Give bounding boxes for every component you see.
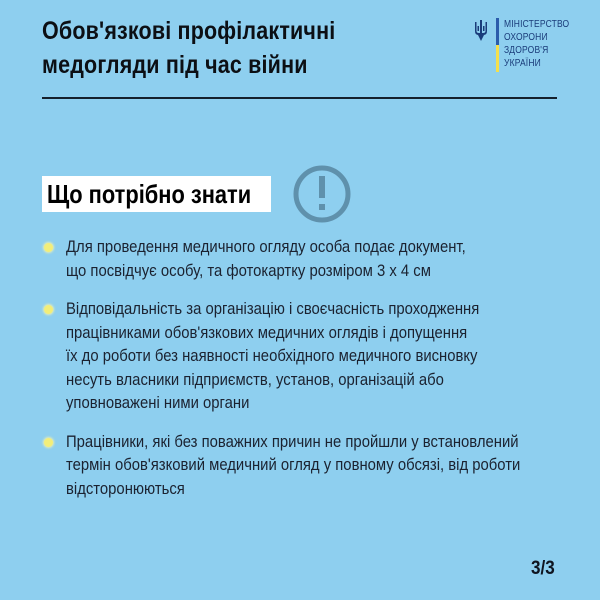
list-item xyxy=(44,431,564,502)
list-item-line: що посвідчує особу, та фотокартку розміром 3 х 4 см xyxy=(66,261,431,280)
bullet-dot-icon xyxy=(44,305,53,314)
ministry-logo xyxy=(474,18,581,72)
logo-line-3: ЗДОРОВ'Я xyxy=(504,45,549,56)
logo-line-1: МІНІСТЕРСТВО xyxy=(504,19,570,30)
list-item-text xyxy=(66,431,566,502)
bullet-dot-icon xyxy=(44,438,53,447)
list-item-line: Працівники, які без поважних причин не пройшли у встановлений xyxy=(66,432,519,451)
bullet-dot-icon xyxy=(44,243,53,252)
page-title xyxy=(42,14,352,82)
title-line-1: Обов'язкові профілактичні xyxy=(42,17,336,45)
list-item xyxy=(44,298,564,416)
section-heading-text: Що потрібно знати xyxy=(47,178,252,209)
list-item-text xyxy=(66,236,566,283)
exclamation-circle-icon xyxy=(292,164,352,224)
logo-line-4: УКРАЇНИ xyxy=(504,58,541,69)
info-list xyxy=(44,236,564,501)
list-item-line: відсторонюються xyxy=(66,479,185,498)
page-indicator: 3/3 xyxy=(531,558,555,579)
list-item xyxy=(44,236,564,283)
list-item-text xyxy=(66,298,566,416)
title-line-2: медогляди під час війни xyxy=(42,51,308,79)
logo-line-2: ОХОРОНИ xyxy=(504,32,548,43)
list-item-line: термін обов'язковий медичний огляд у повному обсязі, від роботи xyxy=(66,456,521,474)
list-item-line: працівниками обов'язкових медичних оглядів і допущення xyxy=(66,323,468,342)
trident-icon xyxy=(474,20,488,42)
list-item-line: несуть власники підприємств, установ, організацій або xyxy=(66,370,444,389)
section-heading xyxy=(42,176,271,212)
list-item-line: їх до роботи без наявності необхідного медичного висновку xyxy=(66,347,478,365)
list-item-line: уповноважені ними органи xyxy=(66,394,250,412)
list-item-line: Відповідальність за організацію і своєчасність проходження xyxy=(66,300,480,318)
header-divider xyxy=(42,97,557,99)
list-item-line: Для проведення медичного огляду особа подає документ, xyxy=(66,238,466,256)
logo-text xyxy=(504,18,569,70)
logo-flag-bar xyxy=(496,18,499,72)
